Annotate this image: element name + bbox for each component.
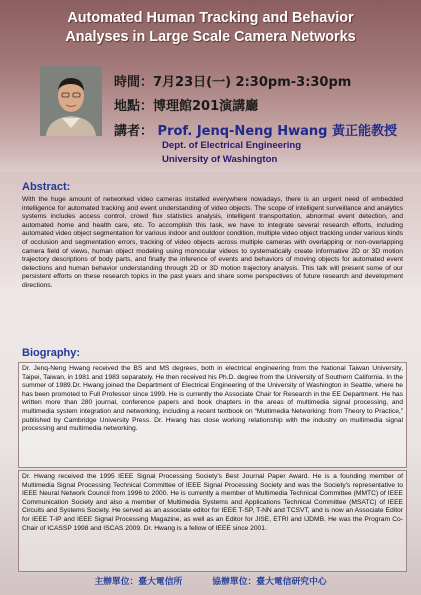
time-label: 時間：: [114, 75, 154, 90]
title-line-2: Analyses in Large Scale Camera Networks: [65, 29, 356, 45]
event-place: [114, 95, 258, 114]
abstract-heading: Abstract:: [22, 181, 71, 193]
biography-paragraph-2: Dr. Hwang received the 1995 IEEE Signal Processing Society's Best Journal Paper Award. He is a founding member of Multimedia Signal Processing Technical Committee of IEEE Signal Processing Society and was the Society's representative to IEEE Neural Network Council from 1996 to 2000. He is currently a member of Multimedia Technical Committee (MMTC) of IEEE Communication Society and also a member of Multimedia Systems and Applications Technical Committee (MSATC) of IEEE Circuits and Systems Society. He served as an associate editor for IEEE T-SP, T-NN and TCSVT, and is now an Associate Editor for IEEE T-IP and IEEE Signal Processing Magazine, as well as an Editor for JISE, ETRI and IJDMB. He was the Program Co-Chair of ICASSP 1998 and ISCAS 2009. Dr. Hwang is a fellow of IEEE since 2001.: [22, 473, 403, 532]
speaker-university: University of Washington: [162, 154, 278, 165]
place-label: 地點：: [114, 99, 154, 114]
speaker-portrait-image: [40, 66, 102, 136]
poster-footer: [0, 574, 421, 587]
time-value: 7月23日(一) 2:30pm-3:30pm: [153, 75, 352, 90]
title-line-1: Automated Human Tracking and Behavior: [67, 10, 354, 26]
organizer: 主辦單位：臺大電信所: [94, 577, 183, 587]
poster-title: [0, 9, 421, 47]
abstract-text: With the huge amount of networked video cameras installed everywhere nowadays, there is an urgent need of embedded intelligence for automated tracking and event understanding of video objects. The scope of intelligent surveillance and analytics systems includes access control, crowd flux statistics analysis, intelligent transportation, abnormal event detection, and automated home and health care, etc. To accomplish this task, we have to integrate several research efforts, including automated video object segmentation for various indoor and outdoor condition, multiple video object tracking under various kinds of occlusion and segmentation errors, tracking of video objects across multiple cameras with overlapping or non-overlapping camera field of views, human object modeling using monocular videos to systematically create informative 2D or 3D motion trajectory descriptions of body parts, and finally the inference of events and behaviors of moving objects for automated event detections and human behavior understanding through 2D or 3D motion trajectory analysis. This talk will present some of our persistent efforts on these research topics in the past years and share some perspectives of future research and development directions.: [22, 196, 403, 289]
biography-paragraph-1: Dr. Jenq-Neng Hwang received the BS and MS degrees, both in electrical engineering from the National Taiwan University, Taipei, Taiwan, in 1981 and 1983 separately. He then received his Ph.D. degree from the University of Southern California. In the summer of 1989.Dr. Hwang joined the Department of Electrical Engineering of the University of Washington in Seattle, where he has been promoted to Full Professor since 1999. He is currently the Associate Chair for Research in the EE Department. He has written more than 280 journal, conference papers and book chapters in the areas of multimedia signal processing, and multimedia system integration and networking, including a recent textbook on “Multimedia Networking: from Theory to Practice,” published by Cambridge University Press. Dr. Hwang has close working relationship with the industry on multimedia signal processing and multimedia networking.: [22, 365, 403, 433]
place-value: 博理館201演講廳: [153, 99, 259, 114]
event-speaker: [114, 120, 397, 139]
speaker-name-zh: 黃正能教授: [331, 124, 397, 139]
event-time: [114, 71, 351, 90]
co-organizer: 協辦單位：臺大電信研究中心: [212, 577, 327, 587]
speaker-department: Dept. of Electrical Engineering: [162, 140, 302, 151]
speaker-photo: [40, 66, 102, 136]
biography-heading: Biography:: [22, 347, 81, 359]
speaker-label: 講者：: [114, 124, 154, 139]
speaker-name: Prof. Jenq-Neng Hwang: [157, 124, 328, 139]
